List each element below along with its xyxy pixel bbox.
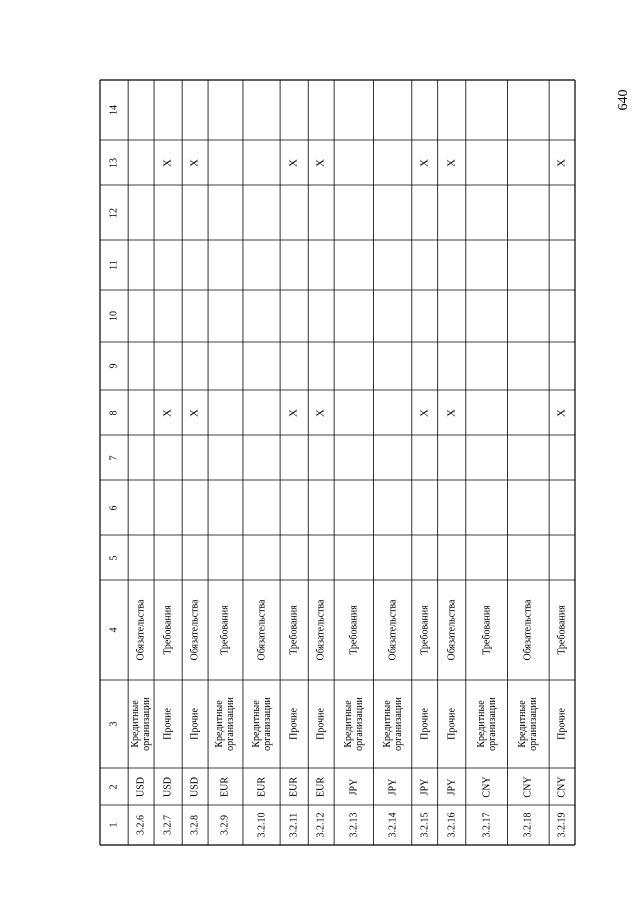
table-cell-c3: [549, 680, 575, 768]
column-header-14-text: 14: [108, 105, 120, 115]
table-cell-c1-text: 3.2.18: [522, 812, 534, 838]
table-cell-c1-text: 3.2.13: [348, 812, 360, 838]
table-cell-c2-text: EUR: [288, 776, 300, 797]
table-cell-c2: [412, 768, 438, 805]
table-cell-c13: [308, 140, 334, 185]
table-cell-c1-text: 3.2.15: [419, 812, 431, 838]
table-cell-c3-text: Прочие: [446, 708, 458, 740]
table-cell-c2-text: USD: [162, 776, 174, 797]
table-cell-c8-text: X: [445, 408, 458, 417]
table-cell-c8: [154, 390, 182, 435]
column-header-12: [100, 185, 128, 240]
table-cell-c8: [182, 390, 208, 435]
table-cell-c4-text: Требования: [556, 605, 568, 655]
column-header-13: [100, 140, 128, 185]
table-cell-c8: [549, 390, 575, 435]
column-header-4-text: 4: [108, 627, 120, 633]
table-cell-c8: [466, 390, 508, 435]
column-header-5: [100, 535, 128, 580]
table-cell-c1-text: 3.2.9: [219, 815, 231, 835]
table-cell-c3-text: Кредитные организации: [130, 697, 153, 751]
table-cell-c1: [438, 805, 466, 845]
table-cell-c8-text: X: [555, 408, 568, 417]
table-cell-c2: [308, 768, 334, 805]
table-cell-c3-text: Прочие: [189, 708, 201, 740]
table-cell-c8-text: X: [287, 408, 300, 417]
table-cell-c3: [507, 680, 549, 768]
table-cell-c3-text: Кредитные организации: [517, 697, 540, 751]
table-cell-c2: [128, 768, 154, 805]
table-cell-c3: [243, 680, 280, 768]
table-cell-c1-text: 3.2.11: [288, 812, 300, 838]
table-cell-c1: [466, 805, 508, 845]
table-cell-c3-text: Кредитные организации: [250, 697, 273, 751]
table-cell-c8-text: X: [188, 408, 201, 417]
table-cell-c1: [182, 805, 208, 845]
table-cell-c13: [208, 140, 243, 185]
table-cell-c2: [280, 768, 308, 805]
table-cell-c1: [412, 805, 438, 845]
table-cell-c4-text: Требования: [162, 605, 174, 655]
table-cell-c4-text: Требования: [419, 605, 431, 655]
table-cell-c8: [308, 390, 334, 435]
column-header-7: [100, 435, 128, 480]
table-cell-c4-text: Требования: [219, 605, 231, 655]
column-header-7-text: 7: [108, 455, 120, 460]
table-cell-c4: [308, 580, 334, 680]
table-cell-c3: [374, 680, 412, 768]
table-cell-c13: [374, 140, 412, 185]
page-number: [612, 80, 636, 120]
table-cell-c13-text: X: [188, 158, 201, 167]
table-cell-c13: [507, 140, 549, 185]
table-cell-c3: [280, 680, 308, 768]
data-table: [100, 80, 575, 845]
column-header-3-text: 3: [108, 721, 120, 727]
table-cell-c1-text: 3.2.16: [446, 812, 458, 838]
table-cell-c8-text: X: [418, 408, 431, 417]
table-cell-c1-text: 3.2.6: [135, 815, 147, 835]
table-cell-c3-text: Кредитные организации: [475, 697, 498, 751]
table-cell-c1-text: 3.2.17: [481, 812, 493, 838]
table-cell-c2-text: USD: [189, 776, 201, 797]
table-cell-c3: [208, 680, 243, 768]
table-cell-c4: [154, 580, 182, 680]
table-cell-c3-text: Кредитные организации: [381, 697, 404, 751]
table-cell-c4: [280, 580, 308, 680]
table-cell-c1: [154, 805, 182, 845]
table-cell-c3-text: Кредитные организации: [214, 697, 237, 751]
table-cell-c1: [280, 805, 308, 845]
table-cell-c3: [182, 680, 208, 768]
table-cell-c4-text: Обязательства: [189, 599, 201, 661]
table-cell-c13-text: X: [418, 158, 431, 167]
table-cell-c13: [549, 140, 575, 185]
table-cell-c8: [507, 390, 549, 435]
column-header-9: [100, 342, 128, 390]
table-cell-c3: [438, 680, 466, 768]
table-cell-c2-text: EUR: [315, 776, 327, 797]
table-cell-c8: [374, 390, 412, 435]
table-cell-c4: [412, 580, 438, 680]
column-header-2: [100, 768, 128, 805]
table-cell-c3: [334, 680, 373, 768]
table-cell-c2-text: JPY: [387, 778, 399, 795]
table-cell-c8: [128, 390, 154, 435]
table-cell-c2: [243, 768, 280, 805]
column-header-2-text: 2: [108, 784, 120, 789]
table-cell-c4-text: Требования: [288, 605, 300, 655]
table-cell-c13: [128, 140, 154, 185]
table-cell-c4: [466, 580, 508, 680]
table-cell-c8: [438, 390, 466, 435]
table-cell-c1-text: 3.2.19: [556, 812, 568, 838]
table-cell-c4: [438, 580, 466, 680]
table-cell-c2-text: CNY: [481, 775, 493, 798]
table-cell-c4-text: Обязательства: [522, 599, 534, 661]
table-cell-c2: [182, 768, 208, 805]
column-header-10: [100, 290, 128, 342]
table-cell-c2: [374, 768, 412, 805]
table-cell-c4: [208, 580, 243, 680]
table-cell-c3-text: Прочие: [556, 708, 568, 740]
table-cell-c13: [412, 140, 438, 185]
column-header-5-text: 5: [108, 555, 120, 560]
table-cell-c1: [549, 805, 575, 845]
table-cell-c2: [507, 768, 549, 805]
table-cell-c4: [182, 580, 208, 680]
table-cell-c4: [507, 580, 549, 680]
table-cell-c3-text: Прочие: [315, 708, 327, 740]
table-cell-c1-text: 3.2.12: [315, 812, 327, 838]
table-cell-c4: [128, 580, 154, 680]
table-cell-c1-text: 3.2.8: [189, 815, 201, 835]
table-cell-c8-text: X: [314, 408, 327, 417]
table-cell-c13-text: X: [161, 158, 174, 167]
table-cell-c4-text: Обязательства: [446, 599, 458, 661]
table-cell-c1: [243, 805, 280, 845]
column-header-3: [100, 680, 128, 768]
table-cell-c2-text: EUR: [219, 776, 231, 797]
table-cell-c2: [154, 768, 182, 805]
table-cell-c4: [334, 580, 373, 680]
column-header-1-text: 1: [108, 822, 120, 828]
table-cell-c2: [438, 768, 466, 805]
table-cell-c3-text: Прочие: [162, 708, 174, 740]
column-header-9-text: 9: [108, 363, 120, 369]
table-cell-c2-text: USD: [135, 776, 147, 797]
table-cell-c2-text: CNY: [556, 775, 568, 798]
table-cell-c13-text: X: [314, 158, 327, 167]
table-cell-c13-text: X: [287, 158, 300, 167]
table-cell-c2: [334, 768, 373, 805]
table-cell-c2: [208, 768, 243, 805]
table-cell-c4: [374, 580, 412, 680]
column-header-11: [100, 240, 128, 290]
table-cell-c3-text: Кредитные организации: [342, 697, 365, 751]
column-header-10-text: 10: [108, 311, 120, 321]
table-cell-c3-text: Прочие: [288, 708, 300, 740]
table-cell-c2-text: EUR: [256, 776, 267, 797]
table-cell-c2: [549, 768, 575, 805]
table-cell-c1: [334, 805, 373, 845]
table-cell-c8: [412, 390, 438, 435]
table-cell-c1: [128, 805, 154, 845]
table-cell-c1: [374, 805, 412, 845]
table-cell-c8: [243, 390, 280, 435]
column-header-14: [100, 80, 128, 140]
column-header-8: [100, 390, 128, 435]
table-cell-c4-text: Обязательства: [387, 599, 399, 661]
table-cell-c2: [466, 768, 508, 805]
table-cell-c13: [154, 140, 182, 185]
column-header-13-text: 13: [108, 157, 120, 168]
table-cell-c4-text: Требования: [481, 605, 493, 655]
table-cell-c13-text: X: [555, 158, 568, 167]
column-header-4: [100, 580, 128, 680]
table-cell-c8: [334, 390, 373, 435]
table-cell-c1: [507, 805, 549, 845]
table-cell-c4-text: Обязательства: [256, 599, 267, 661]
table-cell-c3: [466, 680, 508, 768]
table-cell-c13: [334, 140, 373, 185]
table-cell-c1: [208, 805, 243, 845]
table-cell-c2-text: CNY: [522, 775, 534, 798]
column-header-6-text: 6: [108, 505, 120, 510]
table-cell-c1-text: 3.2.7: [162, 815, 174, 835]
table-cell-c3: [128, 680, 154, 768]
page-number-text: 640: [616, 89, 631, 111]
table-cell-c3: [308, 680, 334, 768]
table-cell-c2-text: JPY: [419, 778, 431, 795]
table-cell-c2-text: JPY: [446, 778, 458, 795]
table-cell-c2-text: JPY: [348, 778, 360, 795]
table-cell-c3-text: Прочие: [419, 708, 431, 740]
table-cell-c13: [280, 140, 308, 185]
column-header-1: [100, 805, 128, 845]
table-cell-c4-text: Обязательства: [135, 599, 147, 661]
table-cell-c4-text: Обязательства: [315, 599, 327, 661]
table-cell-c13: [182, 140, 208, 185]
table-cell-c4-text: Требования: [348, 605, 360, 655]
table-cell-c3: [412, 680, 438, 768]
table-cell-c4: [549, 580, 575, 680]
table-cell-c1-text: 3.2.14: [387, 812, 399, 838]
table-cell-c4: [243, 580, 280, 680]
table-cell-c1-text: 3.2.10: [256, 812, 267, 838]
table-cell-c8: [208, 390, 243, 435]
table-cell-c8-text: X: [161, 408, 174, 417]
column-header-8-text: 8: [108, 410, 120, 415]
table-cell-c3: [154, 680, 182, 768]
column-header-12-text: 12: [108, 207, 120, 218]
table-cell-c13: [438, 140, 466, 185]
table-cell-c13-text: X: [445, 158, 458, 167]
table-cell-c8: [280, 390, 308, 435]
column-header-11-text: 11: [108, 260, 120, 270]
table-cell-c13: [243, 140, 280, 185]
table-cell-c1: [308, 805, 334, 845]
table-cell-c13: [466, 140, 508, 185]
column-header-6: [100, 480, 128, 535]
